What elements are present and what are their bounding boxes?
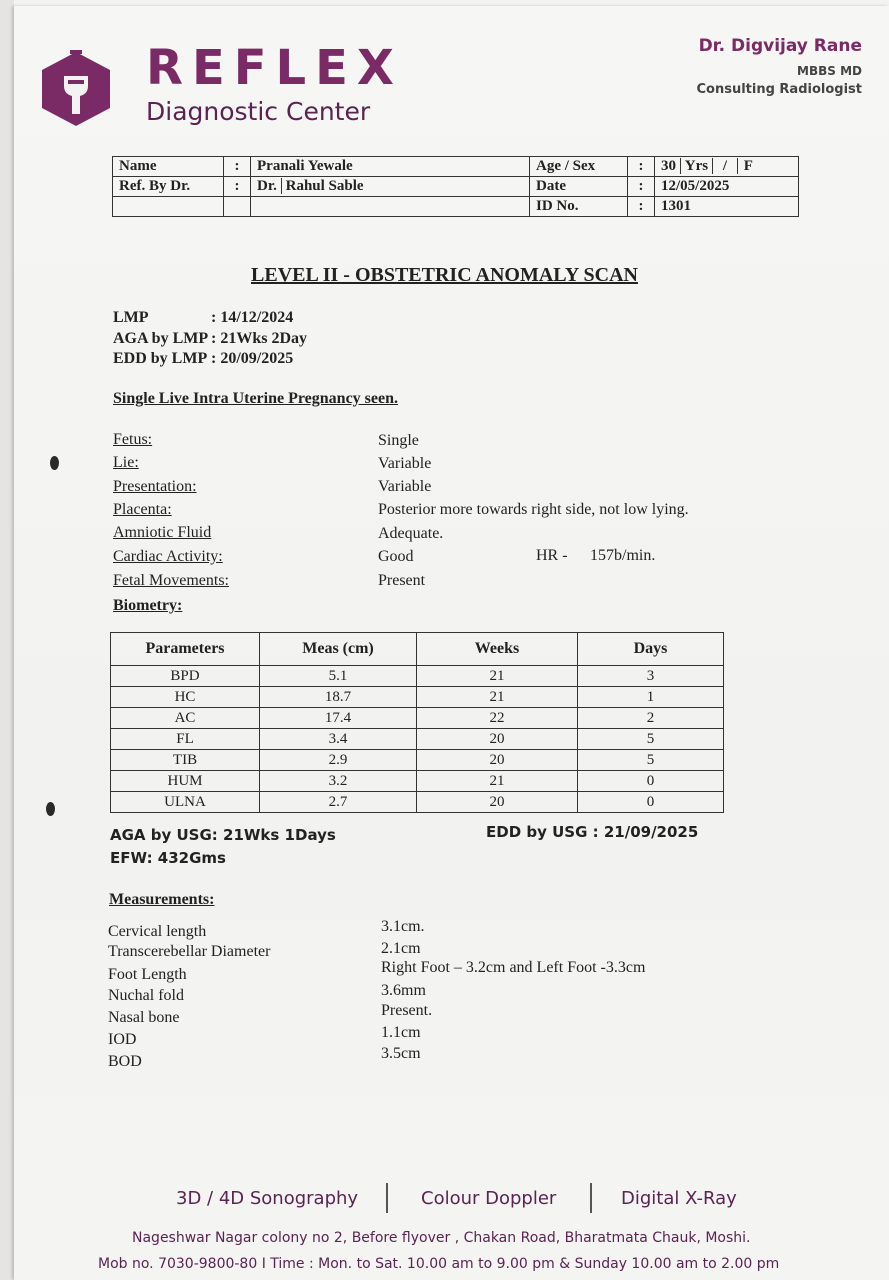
date-label: Date <box>530 177 628 197</box>
column-header: Parameters <box>111 633 260 666</box>
ref-prefix: Dr. <box>257 178 282 194</box>
table-cell: HC <box>111 687 260 708</box>
table-row <box>111 687 724 708</box>
table-cell: 5 <box>578 729 724 750</box>
aga-lmp-label: AGA by LMP <box>113 330 209 347</box>
age-unit: Yrs <box>680 158 713 174</box>
table-cell: 5 <box>578 750 724 771</box>
finding-label: Fetus: <box>113 431 153 448</box>
aga-lmp-value: : 21Wks 2Day <box>211 330 308 347</box>
table-cell: 2.7 <box>260 792 417 813</box>
measurement-value: Right Foot – 3.2cm and Left Foot -3.3cm <box>381 959 646 976</box>
colon: : <box>224 177 251 197</box>
id-value: 1301 <box>655 197 799 217</box>
patient-name: Pranali Yewale <box>251 157 530 177</box>
finding-label: Amniotic Fluid <box>113 524 212 541</box>
aga-lmp-line <box>113 330 307 348</box>
table-header-row <box>111 633 724 666</box>
finding-label: Fetal Movements: <box>113 572 229 589</box>
finding-value: Present <box>378 572 426 589</box>
colon: : <box>224 157 251 177</box>
lmp-label: LMP <box>113 309 149 326</box>
heart-rate-value: 157b/min. <box>590 547 656 564</box>
measurement-label: Foot Length <box>108 966 187 983</box>
table-cell: AC <box>111 708 260 729</box>
ref-by-label: Ref. By Dr. <box>113 177 224 197</box>
age-sex-label: Age / Sex <box>530 157 628 177</box>
table-row <box>111 708 724 729</box>
table-cell: 21 <box>417 771 578 792</box>
finding-value: Posterior more towards right side, not low lying. <box>378 501 689 518</box>
finding-value: Variable <box>378 455 432 472</box>
table-cell: TIB <box>111 750 260 771</box>
reflex-logo-icon <box>40 50 112 128</box>
table-row <box>111 666 724 687</box>
table-cell: FL <box>111 729 260 750</box>
punch-hole <box>50 456 59 470</box>
patient-info-table <box>112 156 799 217</box>
patient-row <box>113 177 799 197</box>
table-cell: 21 <box>417 666 578 687</box>
report-date: 12/05/2025 <box>655 177 799 197</box>
column-header: Weeks <box>417 633 578 666</box>
measurement-value: 3.6mm <box>381 982 426 999</box>
table-cell: 3 <box>578 666 724 687</box>
table-cell: 5.1 <box>260 666 417 687</box>
column-header: Days <box>578 633 724 666</box>
doctor-name: Dr. Digvijay Rane <box>698 36 862 56</box>
measurement-value: 3.1cm. <box>381 918 425 935</box>
edd-lmp-line <box>113 350 293 368</box>
previous-page-edge <box>0 0 14 1280</box>
service-item: Digital X-Ray <box>621 1188 737 1209</box>
efw: EFW: 432Gms <box>110 849 226 867</box>
finding-label: Cardiac Activity: <box>113 548 223 565</box>
measurements-title: Measurements: <box>109 891 215 908</box>
table-cell: 21 <box>417 687 578 708</box>
table-cell: 2.9 <box>260 750 417 771</box>
table-cell: 22 <box>417 708 578 729</box>
biometry-title: Biometry: <box>113 597 183 614</box>
edd-lmp-label: EDD by LMP <box>113 350 208 367</box>
ref-doctor <box>251 177 530 197</box>
divider <box>590 1183 592 1213</box>
measurement-label: Transcerebellar Diameter <box>108 943 271 960</box>
sex-value: F <box>737 158 753 174</box>
lmp-line <box>113 309 293 327</box>
measurement-label: BOD <box>108 1053 142 1070</box>
service-item: Colour Doppler <box>421 1188 557 1209</box>
table-cell: 20 <box>417 750 578 771</box>
slash: / <box>722 158 727 174</box>
measurement-label: Cervical length <box>108 923 207 940</box>
colon: : <box>628 197 655 217</box>
heart-rate-label: HR - <box>536 547 568 564</box>
finding-value: Good <box>378 548 414 565</box>
table-cell: 0 <box>578 792 724 813</box>
measurement-value: 1.1cm <box>381 1024 421 1041</box>
table-row <box>111 729 724 750</box>
pregnancy-summary: Single Live Intra Uterine Pregnancy seen. <box>113 390 399 407</box>
lmp-value: : 14/12/2024 <box>211 309 294 326</box>
measurement-label: Nasal bone <box>108 1009 180 1026</box>
ref-name: Rahul Sable <box>285 178 364 194</box>
table-cell: 2 <box>578 708 724 729</box>
footer-contact: Mob no. 7030-9800-80 I Time : Mon. to Sat. 10.00 am to 9.00 pm & Sunday 10.00 am to 2.00 pm <box>98 1256 780 1272</box>
measurement-value: 3.5cm <box>381 1045 421 1062</box>
finding-value: Variable <box>378 478 432 495</box>
doctor-role: Consulting Radiologist <box>696 82 862 97</box>
name-label: Name <box>113 157 224 177</box>
doctor-degree: MBBS MD <box>797 64 862 78</box>
age-sex-value <box>655 157 799 177</box>
punch-hole <box>46 802 55 816</box>
brand-subtitle: Diagnostic Center <box>146 97 371 126</box>
finding-value: Single <box>378 432 419 449</box>
edd-lmp-value: : 20/09/2025 <box>211 350 294 367</box>
measurement-label: IOD <box>108 1031 137 1048</box>
finding-label: Presentation: <box>113 478 197 495</box>
column-header: Meas (cm) <box>260 633 417 666</box>
table-cell: BPD <box>111 666 260 687</box>
measurement-value: 2.1cm <box>381 940 421 957</box>
patient-row <box>113 197 799 217</box>
table-cell: 3.4 <box>260 729 417 750</box>
table-cell: 1 <box>578 687 724 708</box>
colon: : <box>628 157 655 177</box>
report-title: LEVEL II - OBSTETRIC ANOMALY SCAN <box>251 264 638 286</box>
aga-by-usg: AGA by USG: 21Wks 1Days <box>110 826 336 844</box>
brand-name: REFLEX <box>146 40 403 96</box>
patient-row <box>113 157 799 177</box>
finding-label: Lie: <box>113 454 139 471</box>
table-cell: ULNA <box>111 792 260 813</box>
table-cell: 20 <box>417 792 578 813</box>
age-value: 30 <box>661 158 676 174</box>
footer-address: Nageshwar Nagar colony no 2, Before flyover , Chakan Road, Bharatmata Chauk, Moshi. <box>132 1230 751 1246</box>
table-cell: HUM <box>111 771 260 792</box>
colon: : <box>628 177 655 197</box>
measurement-value: Present. <box>381 1002 433 1019</box>
table-cell: 3.2 <box>260 771 417 792</box>
table-row <box>111 750 724 771</box>
table-row <box>111 771 724 792</box>
measurement-label: Nuchal fold <box>108 987 184 1004</box>
edd-by-usg: EDD by USG : 21/09/2025 <box>486 823 699 841</box>
finding-label: Placenta: <box>113 501 172 518</box>
table-cell: 18.7 <box>260 687 417 708</box>
table-cell: 20 <box>417 729 578 750</box>
finding-value: Adequate. <box>378 525 444 542</box>
table-cell: 17.4 <box>260 708 417 729</box>
table-row <box>111 792 724 813</box>
divider <box>386 1183 388 1213</box>
biometry-table <box>110 632 724 813</box>
id-label: ID No. <box>530 197 628 217</box>
service-item: 3D / 4D Sonography <box>176 1188 359 1209</box>
table-cell: 0 <box>578 771 724 792</box>
